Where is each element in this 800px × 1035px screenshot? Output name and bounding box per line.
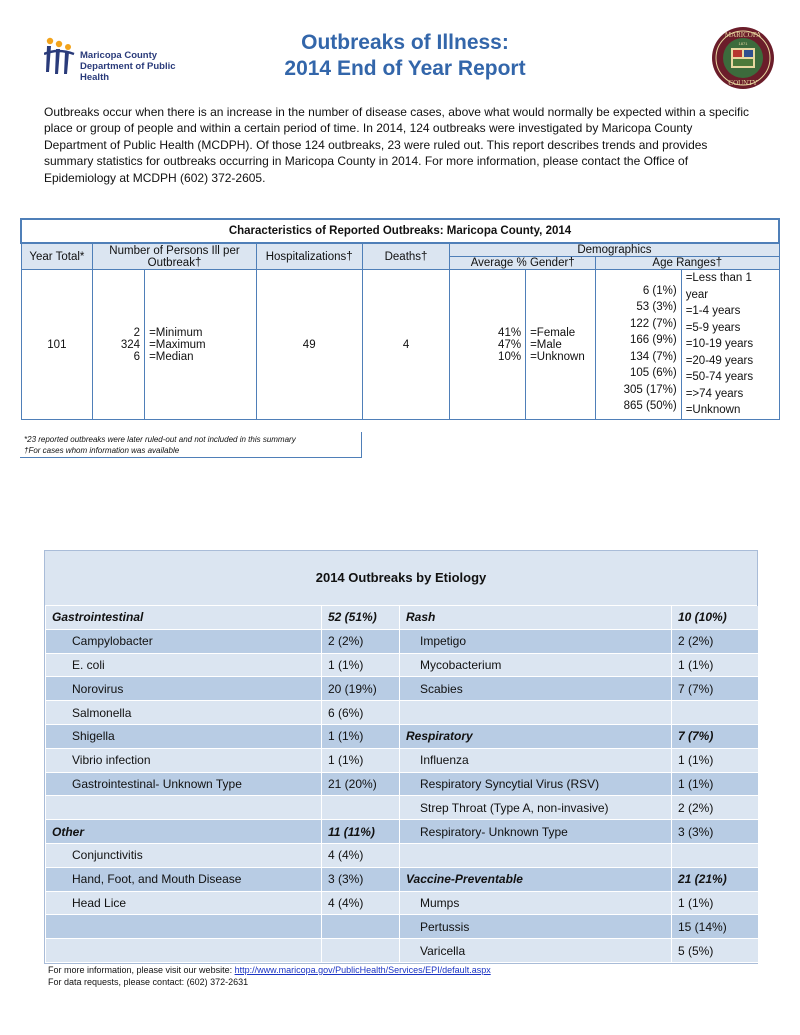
table-row: [46, 843, 758, 867]
age-label: =>74 years: [685, 387, 744, 400]
etiology-count: 1 (1%): [322, 653, 400, 677]
label-median: =Median: [149, 350, 194, 363]
etiology-label: Mycobacterium: [400, 653, 672, 677]
persons-labels: [145, 270, 257, 420]
table-row: [46, 772, 758, 796]
table-row: [46, 915, 758, 939]
etiology-count: 3 (3%): [672, 820, 758, 844]
etiology-count: 15 (14%): [672, 915, 758, 939]
table-row: [46, 724, 758, 748]
persons-max: 324: [120, 338, 141, 351]
characteristics-caption: Characteristics of Reported Outbreaks: Maricopa County, 2014: [21, 219, 779, 243]
etiology-label: Hand, Foot, and Mouth Disease: [46, 867, 322, 891]
footer-line-1: [48, 964, 491, 976]
etiology-count: 1 (1%): [322, 724, 400, 748]
etiology-label: Influenza: [400, 748, 672, 772]
age-label: =Less than 1 year: [685, 272, 752, 301]
etiology-count: 1 (1%): [672, 653, 758, 677]
gender-values: [450, 270, 526, 420]
etiology-label: Impetigo: [400, 629, 672, 653]
table-row: [46, 748, 758, 772]
title-line-1: Outbreaks of Illness:: [301, 31, 509, 54]
table-footnotes: [20, 432, 362, 458]
etiology-count: 4 (4%): [322, 843, 400, 867]
characteristics-table: [20, 218, 780, 420]
etiology-count: 6 (6%): [322, 701, 400, 725]
people-logo-icon: [44, 36, 78, 76]
etiology-count: 2 (2%): [322, 629, 400, 653]
gender-unknown-pct: 10%: [498, 350, 522, 363]
category-count: 52 (51%): [322, 606, 400, 629]
age-value: 305 (17%): [623, 383, 677, 396]
svg-text:1871: 1871: [738, 41, 748, 46]
etiology-count: 20 (19%): [322, 677, 400, 701]
persons-min: 2: [133, 326, 141, 339]
svg-text:MARICOPA: MARICOPA: [724, 31, 762, 39]
deaths-value: 4: [362, 270, 450, 420]
etiology-label: Scabies: [400, 677, 672, 701]
etiology-table: [45, 606, 758, 963]
etiology-count: 5 (5%): [672, 939, 758, 963]
svg-text:COUNTY: COUNTY: [728, 79, 758, 87]
etiology-label: Respiratory Syncytial Virus (RSV): [400, 772, 672, 796]
etiology-label: Head Lice: [46, 891, 322, 915]
table-row: [46, 653, 758, 677]
col-year-total: Year Total*: [21, 243, 93, 270]
table-row: [46, 796, 758, 820]
website-link[interactable]: http://www.maricopa.gov/PublicHealth/Services/EPI/default.aspx: [234, 965, 491, 975]
etiology-count: 2 (2%): [672, 796, 758, 820]
label-maximum: =Maximum: [149, 338, 206, 351]
col-deaths: Deaths†: [362, 243, 450, 270]
table-row: [46, 820, 758, 844]
table-row: [46, 867, 758, 891]
etiology-count: [672, 843, 758, 867]
etiology-label: Gastrointestinal- Unknown Type: [46, 772, 322, 796]
etiology-count: 21 (20%): [322, 772, 400, 796]
etiology-title: 2014 Outbreaks by Etiology: [45, 551, 757, 606]
label-female: =Female: [530, 326, 576, 339]
age-value: 6 (1%): [642, 284, 677, 297]
etiology-label: [400, 843, 672, 867]
org-name: Maricopa County: [80, 50, 158, 61]
col-gender: Average % Gender†: [450, 257, 596, 270]
col-demographics: Demographics: [450, 243, 779, 257]
footer-prefix: For more information, please visit our website:: [48, 965, 235, 975]
age-label: =5-9 years: [685, 321, 741, 334]
category-count: 21 (21%): [672, 867, 758, 891]
age-value: 166 (9%): [630, 334, 677, 346]
col-persons-ill: Number of Persons Ill per Outbreak†: [93, 243, 256, 270]
etiology-count: 3 (3%): [322, 867, 400, 891]
age-value: 122 (7%): [630, 317, 677, 330]
etiology-label: Conjunctivitis: [46, 843, 322, 867]
etiology-label: [400, 701, 672, 725]
footer: [48, 964, 491, 988]
etiology-label: Salmonella: [46, 701, 322, 725]
age-value: 53 (3%): [636, 301, 677, 313]
age-value: 105 (6%): [630, 367, 677, 379]
gender-female-pct: 41%: [498, 326, 522, 339]
etiology-count: 7 (7%): [672, 677, 758, 701]
etiology-label: Strep Throat (Type A, non-invasive): [400, 796, 672, 820]
title-line-2: 2014 End of Year Report: [284, 57, 526, 80]
label-male: =Male: [530, 338, 562, 351]
etiology-label: [46, 939, 322, 963]
etiology-count: 1 (1%): [672, 748, 758, 772]
logo-text: [80, 50, 194, 83]
etiology-label: Respiratory- Unknown Type: [400, 820, 672, 844]
org-department: Department of Public Health: [80, 61, 176, 83]
col-hospitalizations: Hospitalizations†: [256, 243, 362, 270]
category-label: Respiratory: [400, 724, 672, 748]
etiology-table-container: [44, 550, 758, 964]
age-label: =Unknown: [685, 404, 741, 417]
age-labels: [681, 270, 779, 420]
age-label: =10-19 years: [685, 338, 754, 351]
persons-values: [93, 270, 145, 420]
etiology-count: [322, 915, 400, 939]
table-row: [46, 629, 758, 653]
label-unknown: =Unknown: [530, 350, 585, 363]
category-count: 11 (11%): [322, 820, 400, 844]
age-values: [596, 270, 682, 420]
category-count: 10 (10%): [672, 606, 758, 629]
gender-labels: [526, 270, 596, 420]
persons-median: 6: [133, 350, 141, 363]
etiology-label: Norovirus: [46, 677, 322, 701]
age-label: =50-74 years: [685, 371, 754, 384]
year-total-value: 101: [21, 270, 93, 420]
etiology-label: Pertussis: [400, 915, 672, 939]
category-label: Vaccine-Preventable: [400, 867, 672, 891]
age-label: =1-4 years: [685, 305, 741, 318]
table-row: [46, 606, 758, 629]
etiology-count: 1 (1%): [322, 748, 400, 772]
age-value: 865 (50%): [623, 400, 677, 412]
age-label: =20-49 years: [685, 354, 754, 367]
etiology-count: [322, 939, 400, 963]
etiology-label: Vibrio infection: [46, 748, 322, 772]
hospitalizations-value: 49: [256, 270, 362, 420]
footnote-available: †For cases whom information was available: [24, 446, 180, 455]
category-label: Gastrointestinal: [46, 606, 322, 629]
etiology-label: Mumps: [400, 891, 672, 915]
etiology-label: E. coli: [46, 653, 322, 677]
etiology-label: [46, 796, 322, 820]
category-label: Rash: [400, 606, 672, 629]
etiology-label: Varicella: [400, 939, 672, 963]
etiology-count: [672, 701, 758, 725]
etiology-count: 2 (2%): [672, 629, 758, 653]
county-seal-icon: [711, 26, 775, 90]
table-row: [46, 891, 758, 915]
footer-line-2: For data requests, please contact: (602) 372-2631: [48, 977, 249, 987]
etiology-count: 4 (4%): [322, 891, 400, 915]
label-minimum: =Minimum: [149, 326, 203, 339]
table-row: [46, 677, 758, 701]
etiology-label: [46, 915, 322, 939]
col-age-ranges: Age Ranges†: [596, 257, 779, 270]
gender-male-pct: 47%: [498, 338, 522, 351]
mcdph-logo: [44, 36, 194, 83]
age-value: 134 (7%): [630, 350, 677, 363]
category-count: 7 (7%): [672, 724, 758, 748]
page-title: [220, 30, 590, 82]
table-row: [46, 701, 758, 725]
etiology-count: 1 (1%): [672, 891, 758, 915]
table-row: [46, 939, 758, 963]
footnote-ruled-out: *23 reported outbreaks were later ruled-out and not included in this summary: [24, 435, 296, 444]
etiology-count: [322, 796, 400, 820]
etiology-label: Campylobacter: [46, 629, 322, 653]
intro-paragraph: Outbreaks occur when there is an increase in the number of disease cases, above what would normally be expected within a specific place or group of people and within a certain period of time. In 2014, 124 outbreaks were investigated by Maricopa County Department of Public Health (MCDPH). Of those 124 outbreaks, 23 were ruled out. This report describes trends and provides summary statistics for outbreaks occurring in Maricopa County in 2014. For more information, please contact the Office of Epidemiology at MCDPH (602) 372-2605.: [44, 105, 750, 185]
category-label: Other: [46, 820, 322, 844]
etiology-label: Shigella: [46, 724, 322, 748]
etiology-count: 1 (1%): [672, 772, 758, 796]
